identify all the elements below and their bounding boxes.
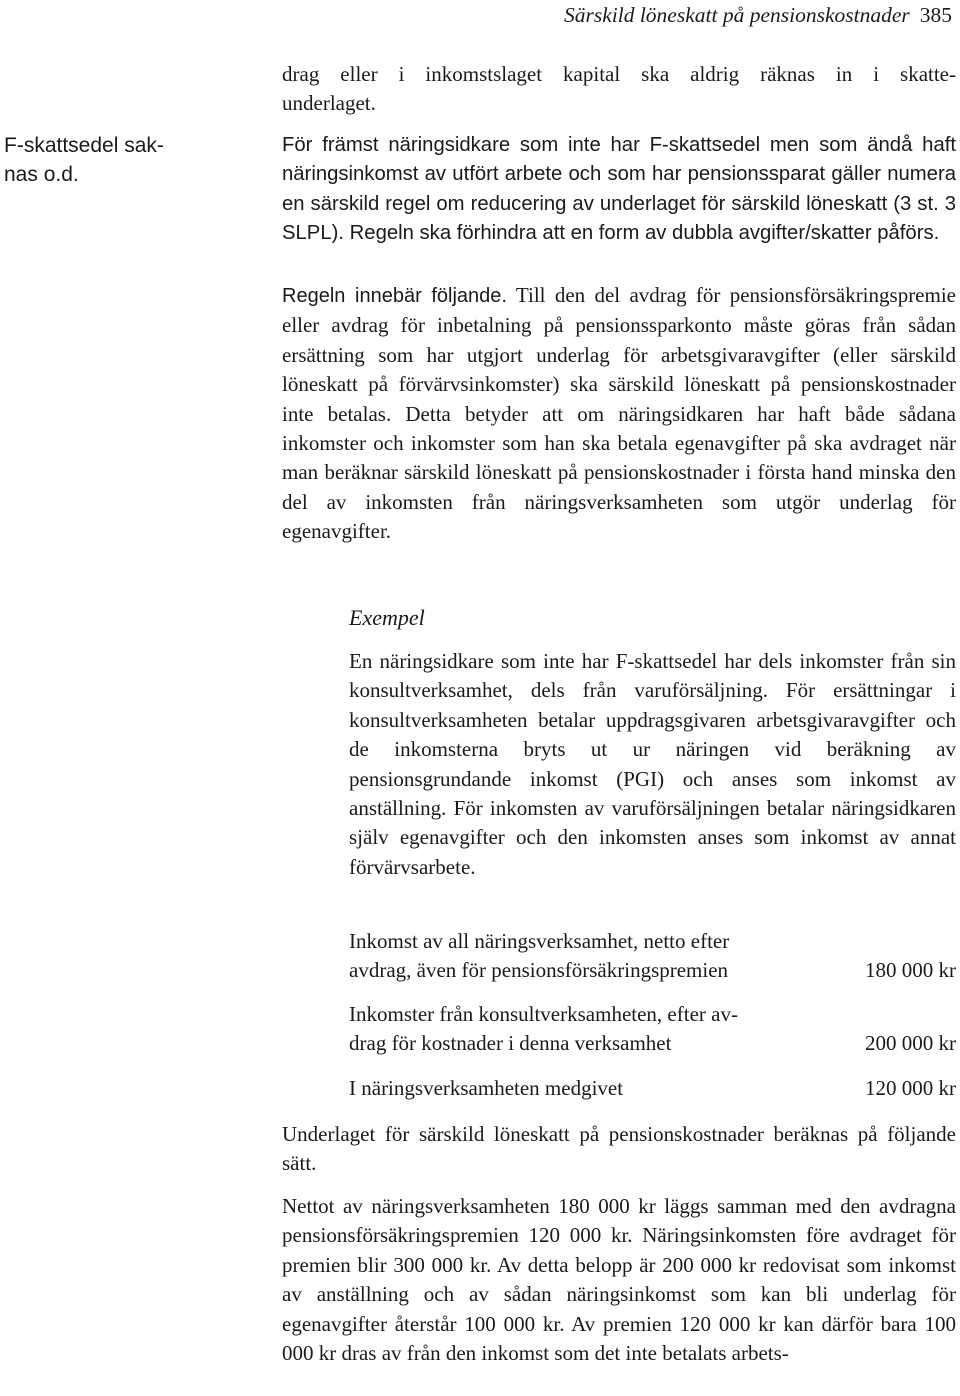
- example-row-line: drag för kostnader i denna verksamhet: [349, 1031, 672, 1056]
- example-row-amount: 120 000 kr: [865, 1076, 956, 1100]
- example-row-line: I näringsverksamheten medgivet: [349, 1076, 624, 1100]
- example-row: [349, 1000, 956, 1059]
- paragraph-netto: [282, 1192, 956, 1368]
- rule-text: Till den del avdrag för pensionsförsäkringspremie eller avdrag för inbetalning på pensionssparkonto måste göras från sådan ersättning som har utgjort underlag för arbetsgivaravgifter (eller särskild löneskatt på förvärvsinkomster) ska särskild löneskatt på pensionskostnader inte betalas. Detta betyder att om näringsidkaren har haft både sådana inkomster och inkomster som han ska betala egenavgifter på ska avdraget när man beräknar särskild löneskatt på pensionskostnader i första hand minska den del av inkomsten från näringsverksamheten som utgör underlag för egenavgifter.: [282, 283, 956, 544]
- paragraph-text: [282, 281, 956, 547]
- paragraph-rule: [282, 281, 956, 547]
- margin-note-line: F-skattsedel sak-: [4, 134, 164, 157]
- rule-lead-in: Regeln innebär följande.: [282, 285, 507, 307]
- example-paragraph: [349, 647, 956, 882]
- example-row-line: Inkomst av all näringsverksamhet, netto efter: [349, 929, 730, 953]
- margin-note-line: nas o.d.: [4, 163, 79, 186]
- running-title: Särskild löneskatt på pensionskostnader: [563, 3, 910, 27]
- margin-note: [4, 131, 204, 189]
- example-row-line: avdrag, även för pensionsförsäkringspremien: [349, 958, 729, 983]
- example-text: En näringsidkare som inte har F-skattsedel har dels inkomster från sin konsultverksamhet, dels från varuförsäljning. För ersättningar i konsultverksamheten betalar uppdragsgivaren arbetsgivaravgifter och de inkomsterna bryts ut ur näringen vid beräkning av pensionsgrundande inkomst (PGI) och anses som inkomst av anställning. För inkomsten av varuförsäljningen betalar näringsidkaren själv egenavgifter och den inkomsten anses som inkomst av annat förvärvsarbete.: [349, 649, 956, 879]
- paragraph-text: Nettot av näringsverksamheten 180 000 kr läggs samman med den avdragna pensionsförsäkringspremien 120 000 kr. Näringsinkomsten före avdraget för premien blir 300 000 kr. Av detta belopp är 200 000 kr redovisat som inkomst av anställning och av sådan näringsinkomst som kan bli underlag för egenavgifter återstår 100 000 kr. Av premien 120 000 kr kan därför bara 100 000 kr dras av från den inkomst som det inte betalats arbets-: [282, 1194, 956, 1366]
- intro-paragraph: [282, 60, 956, 119]
- example-row: [349, 927, 956, 986]
- example-row-line: Inkomster från konsultverksamheten, efter av-: [349, 1002, 738, 1026]
- paragraph-text: För främst näringsidkare som inte har F-skattsedel men som ändå haft näringsinkomst av utfört arbete och som har pensionssparat gäller numera en särskild regel om reducering av underlaget för särskild löneskatt (3 st. 3 SLPL). Regeln ska förhindra att en form av dubbla avgifter/skatter påförs.: [282, 134, 956, 244]
- page-number: 385: [919, 3, 952, 27]
- example-row-amount: 200 000 kr: [865, 1031, 956, 1056]
- paragraph-underlag: [282, 1120, 956, 1179]
- intro-line: drag eller i inkomstslaget kapital ska aldrig räknas in i skatte-: [282, 62, 956, 86]
- intro-line: underlaget.: [282, 91, 376, 116]
- paragraph-text: Underlaget för särskild löneskatt på pensionskostnader beräknas på följande sätt.: [282, 1122, 956, 1176]
- running-header: [564, 2, 952, 28]
- example-row-amount: 180 000 kr: [865, 958, 956, 983]
- example-heading: Exempel: [349, 605, 425, 630]
- example-row: [349, 1074, 956, 1103]
- example-heading-block: [349, 603, 956, 632]
- paragraph-f-skattsedel: [282, 131, 956, 248]
